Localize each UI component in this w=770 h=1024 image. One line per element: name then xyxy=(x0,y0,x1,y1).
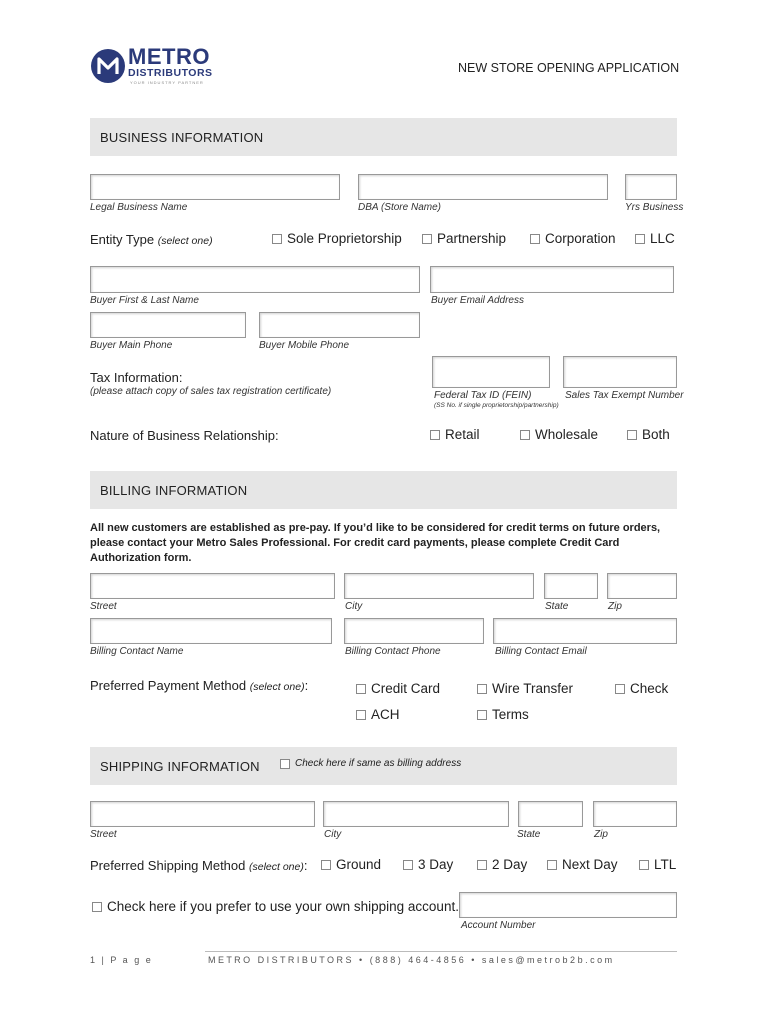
yrs-label: Yrs Business xyxy=(625,202,684,213)
account-number-label: Account Number xyxy=(461,920,536,931)
account-number-field[interactable] xyxy=(459,892,677,918)
checkbox[interactable] xyxy=(530,234,540,244)
billing-zip-label: Zip xyxy=(608,601,622,612)
payment-terms[interactable]: Terms xyxy=(477,707,529,722)
business-section-header xyxy=(90,118,677,156)
document-title: NEW STORE OPENING APPLICATION xyxy=(458,61,680,75)
billing-contact-name-field[interactable] xyxy=(90,618,332,644)
buyer-name-field[interactable] xyxy=(90,266,420,293)
nature-wholesale[interactable]: Wholesale xyxy=(520,427,598,442)
buyer-main-phone-field[interactable] xyxy=(90,312,246,338)
billing-contact-email-field[interactable] xyxy=(493,618,677,644)
buyer-main-phone-label: Buyer Main Phone xyxy=(90,340,173,351)
entity-question: Entity Type (select one) xyxy=(90,232,213,247)
shipping-state-label: State xyxy=(517,829,541,840)
buyer-mobile-label: Buyer Mobile Phone xyxy=(259,340,350,351)
metro-logo-icon xyxy=(90,48,126,84)
billing-city-field[interactable] xyxy=(344,573,534,599)
logo xyxy=(90,46,220,88)
sales-tax-exempt-field[interactable] xyxy=(563,356,677,388)
page-number: 1 | P a g e xyxy=(90,955,153,965)
fein-label: Federal Tax ID (FEIN) xyxy=(434,390,532,401)
checkbox[interactable] xyxy=(321,860,331,870)
entity-corporation[interactable]: Corporation xyxy=(530,231,616,246)
checkbox[interactable] xyxy=(520,430,530,440)
billing-street-label: Street xyxy=(90,601,117,612)
section-title: BILLING INFORMATION xyxy=(100,483,248,498)
checkbox[interactable] xyxy=(356,684,366,694)
billing-zip-field[interactable] xyxy=(607,573,677,599)
checkbox[interactable] xyxy=(547,860,557,870)
sales-tax-label: Sales Tax Exempt Number xyxy=(565,390,684,401)
legal-business-name-field[interactable] xyxy=(90,174,340,200)
checkbox[interactable] xyxy=(272,234,282,244)
shipping-street-label: Street xyxy=(90,829,117,840)
buyer-email-label: Buyer Email Address xyxy=(431,295,524,306)
payment-check[interactable]: Check xyxy=(615,681,668,696)
ship-ground[interactable]: Ground xyxy=(321,857,381,872)
ship-3-day[interactable]: 3 Day xyxy=(403,857,453,872)
checkbox[interactable] xyxy=(639,860,649,870)
shipping-method-question: Preferred Shipping Method (select one): xyxy=(90,858,308,873)
billing-state-field[interactable] xyxy=(544,573,598,599)
billing-contact-name-label: Billing Contact Name xyxy=(90,646,184,657)
shipping-zip-field[interactable] xyxy=(593,801,677,827)
shipping-street-field[interactable] xyxy=(90,801,315,827)
buyer-name-label: Buyer First & Last Name xyxy=(90,295,199,306)
payment-credit-card[interactable]: Credit Card xyxy=(356,681,440,696)
yrs-business-field[interactable] xyxy=(625,174,677,200)
billing-section-header xyxy=(90,471,677,509)
footer-rule xyxy=(205,951,677,952)
ship-ltl[interactable]: LTL xyxy=(639,857,676,872)
payment-ach[interactable]: ACH xyxy=(356,707,400,722)
section-title: BUSINESS INFORMATION xyxy=(100,130,264,145)
checkbox[interactable] xyxy=(635,234,645,244)
checkbox[interactable] xyxy=(356,710,366,720)
ship-next-day[interactable]: Next Day xyxy=(547,857,618,872)
tax-question: Tax Information: xyxy=(90,370,183,385)
ship-2-day[interactable]: 2 Day xyxy=(477,857,527,872)
shipping-section-header xyxy=(90,747,677,785)
nature-retail[interactable]: Retail xyxy=(430,427,480,442)
fein-field[interactable] xyxy=(432,356,550,388)
entity-partnership[interactable]: Partnership xyxy=(422,231,506,246)
shipping-city-label: City xyxy=(324,829,342,840)
prepay-notice: All new customers are established as pre-pay. If you’d like to be considered for credit terms on future orders, please contact your Metro Sales Professional. For credit card payments, please complete Credit Card Authorization form. xyxy=(90,522,661,564)
nature-question: Nature of Business Relationship: xyxy=(90,428,279,443)
legal-name-label: Legal Business Name xyxy=(90,202,188,213)
checkbox[interactable] xyxy=(92,902,102,912)
checkbox[interactable] xyxy=(477,710,487,720)
dba-label: DBA (Store Name) xyxy=(358,202,441,213)
shipping-city-field[interactable] xyxy=(323,801,509,827)
tax-note: (please attach copy of sales tax registration certificate) xyxy=(90,386,332,397)
entity-sole-proprietorship[interactable]: Sole Proprietorship xyxy=(272,231,402,246)
billing-contact-phone-field[interactable] xyxy=(344,618,484,644)
checkbox[interactable] xyxy=(627,430,637,440)
shipping-state-field[interactable] xyxy=(518,801,583,827)
checkbox[interactable] xyxy=(403,860,413,870)
checkbox[interactable] xyxy=(477,860,487,870)
checkbox[interactable] xyxy=(280,759,290,769)
billing-contact-phone-label: Billing Contact Phone xyxy=(345,646,441,657)
entity-llc[interactable]: LLC xyxy=(635,231,675,246)
same-as-billing-option[interactable]: Check here if same as billing address xyxy=(280,758,461,769)
payment-question: Preferred Payment Method (select one): xyxy=(90,678,309,693)
payment-wire-transfer[interactable]: Wire Transfer xyxy=(477,681,573,696)
checkbox[interactable] xyxy=(430,430,440,440)
fein-note: (SS No. if single proprietorship/partnership) xyxy=(434,402,559,409)
shipping-zip-label: Zip xyxy=(594,829,608,840)
checkbox[interactable] xyxy=(422,234,432,244)
checkbox[interactable] xyxy=(615,684,625,694)
buyer-mobile-phone-field[interactable] xyxy=(259,312,420,338)
section-title: SHIPPING INFORMATION xyxy=(100,759,260,774)
billing-city-label: City xyxy=(345,601,363,612)
own-shipping-account-option[interactable]: Check here if you prefer to use your own shipping account. xyxy=(92,899,459,914)
billing-state-label: State xyxy=(545,601,569,612)
dba-field[interactable] xyxy=(358,174,608,200)
billing-street-field[interactable] xyxy=(90,573,335,599)
footer-company-info: M E T R O D I S T R I B U T O R S • ( 8 8 8 ) 4 6 4 - 4 8 5 6 • s a l e s @ m e t r o b 2 b . c o m xyxy=(208,955,613,965)
billing-contact-email-label: Billing Contact Email xyxy=(495,646,587,657)
checkbox[interactable] xyxy=(477,684,487,694)
logo-word: METRO xyxy=(128,44,210,69)
nature-both[interactable]: Both xyxy=(627,427,670,442)
buyer-email-field[interactable] xyxy=(430,266,674,293)
logo-tagline: YOUR INDUSTRY PARTNER xyxy=(130,80,204,85)
logo-sub: DISTRIBUTORS xyxy=(128,67,213,79)
